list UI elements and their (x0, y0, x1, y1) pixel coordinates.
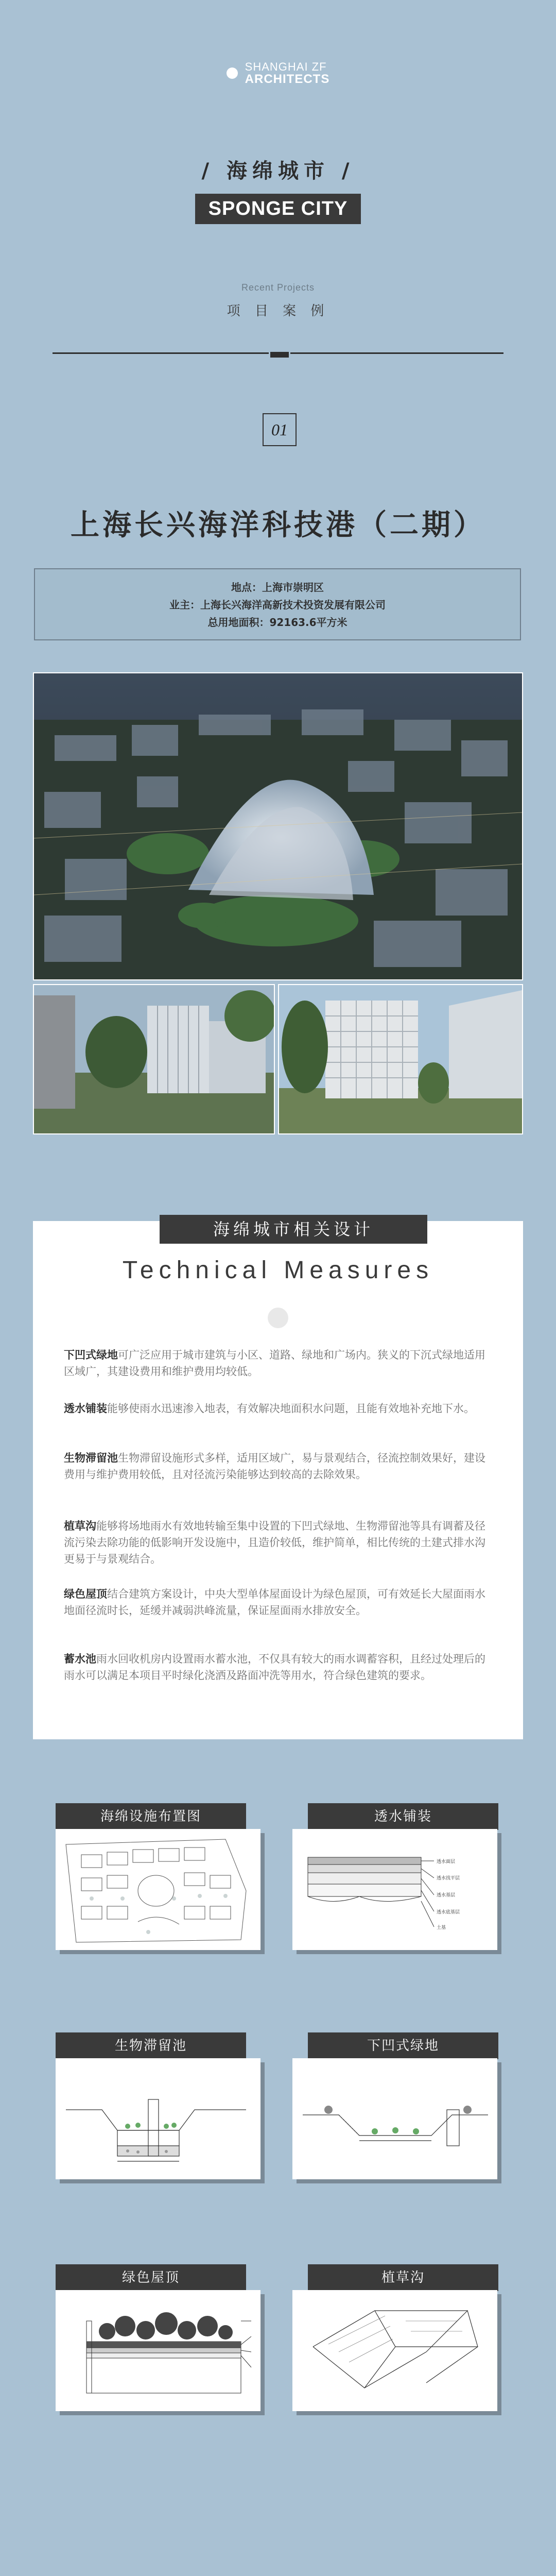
decorative-dot (268, 1308, 288, 1328)
measure-item (64, 1347, 492, 1380)
green-roof-diagram (56, 2290, 260, 2411)
measure-item (64, 1450, 492, 1483)
measure-name: 生物滞留池 (64, 1452, 118, 1464)
project-title: 上海长兴海洋科技港（二期） (71, 509, 485, 542)
divider-mark (269, 350, 290, 359)
measure-name: 透水铺装 (64, 1402, 107, 1415)
project-owner: 业主：上海长兴海洋高新技术投资发展有限公司 (169, 599, 386, 611)
measure-text: 雨水回收机房内设置雨水蓄水池，不仅具有较大的雨水调蓄容积，且经过处理后的雨水可以满足本项目平时绿化浇洒及路面冲洗等用水，符合绿色建筑的要求。 (64, 1653, 485, 1682)
svg-text:土基: 土基 (437, 1925, 446, 1930)
measure-item (64, 1586, 492, 1619)
project-info (34, 568, 521, 640)
measure-text: 可广泛应用于城市建筑与小区、道路、绿地和广场内。狭义的下沉式绿地适用区域广，其建设费用和维护费用均较低。 (64, 1349, 485, 1378)
measure-name: 下凹式绿地 (64, 1349, 118, 1361)
measure-text: 能够将场地雨水有效地转输至集中设置的下凹式绿地、生物滞留池等具有调蓄及径流污染去除功能的低影响开发设施中，且造价较低，维护简单，相比传统的土建式排水沟更易于与景观结合。 (64, 1520, 485, 1565)
diagram-label: 海绵设施布置图 (56, 1803, 246, 1830)
measure-item (64, 1518, 492, 1567)
diagram-label: 透水铺装 (308, 1803, 498, 1830)
technical-tab: 海绵城市相关设计 (160, 1215, 427, 1244)
measure-text: 能够使雨水迅速渗入地表，有效解决地面积水问题，且能有效地补充地下水。 (107, 1402, 475, 1415)
grass-swale-diagram (292, 2290, 497, 2411)
permeable-paving-diagram (292, 1829, 497, 1950)
recent-projects-label: Recent Projects (241, 282, 315, 293)
measure-name: 绿色屋顶 (64, 1588, 107, 1600)
measure-text: 结合建筑方案设计，中央大型单体屋面设计为绿色屋顶，可有效延长大屋面雨水地面径流时长，延缓并减弱洪峰流量，保证屋面雨水排放安全。 (64, 1588, 485, 1617)
section-title: 项 目 案 例 (227, 303, 329, 319)
courtyard-render (33, 984, 275, 1134)
diagram-label: 生物滞留池 (56, 2032, 246, 2059)
measure-item (64, 1651, 492, 1684)
svg-text:透水面层: 透水面层 (437, 1859, 456, 1865)
facade-render (278, 984, 523, 1134)
diagram-label: 绿色屋顶 (56, 2264, 246, 2291)
svg-text:透水底基层: 透水底基层 (437, 1910, 460, 1915)
measure-item (64, 1400, 492, 1417)
brand-line1: SHANGHAI ZF (245, 60, 327, 73)
brand-line2: ARCHITECTS (245, 72, 330, 86)
title-en: SPONGE CITY (195, 194, 361, 224)
bioretention-diagram (56, 2058, 260, 2179)
measure-text: 生物滞留设施形式多样，适用区域广，易与景观结合，径流控制效果好，建设费用与维护费用较低，且对径流污染能够达到较高的去除效果。 (64, 1452, 485, 1481)
site-plan-diagram (56, 1829, 260, 1950)
project-location: 地点：上海市崇明区 (231, 581, 324, 594)
technical-title: Technical Measures (122, 1257, 434, 1284)
logo-dot-icon (227, 67, 238, 79)
diagram-label: 植草沟 (308, 2264, 498, 2291)
diagram-label: 下凹式绿地 (308, 2032, 498, 2059)
brand-logo (0, 61, 556, 86)
aerial-render (33, 672, 523, 980)
measure-name: 植草沟 (64, 1520, 96, 1532)
measure-name: 蓄水池 (64, 1653, 96, 1665)
title-cn: / 海绵城市 / (201, 159, 355, 183)
svg-text:透水找平层: 透水找平层 (437, 1876, 460, 1881)
svg-text:透水基层: 透水基层 (437, 1893, 456, 1898)
sunken-greenland-diagram (292, 2058, 497, 2179)
project-number: 01 (263, 413, 297, 446)
project-area: 总用地面积：92163.6平方米 (207, 616, 348, 629)
